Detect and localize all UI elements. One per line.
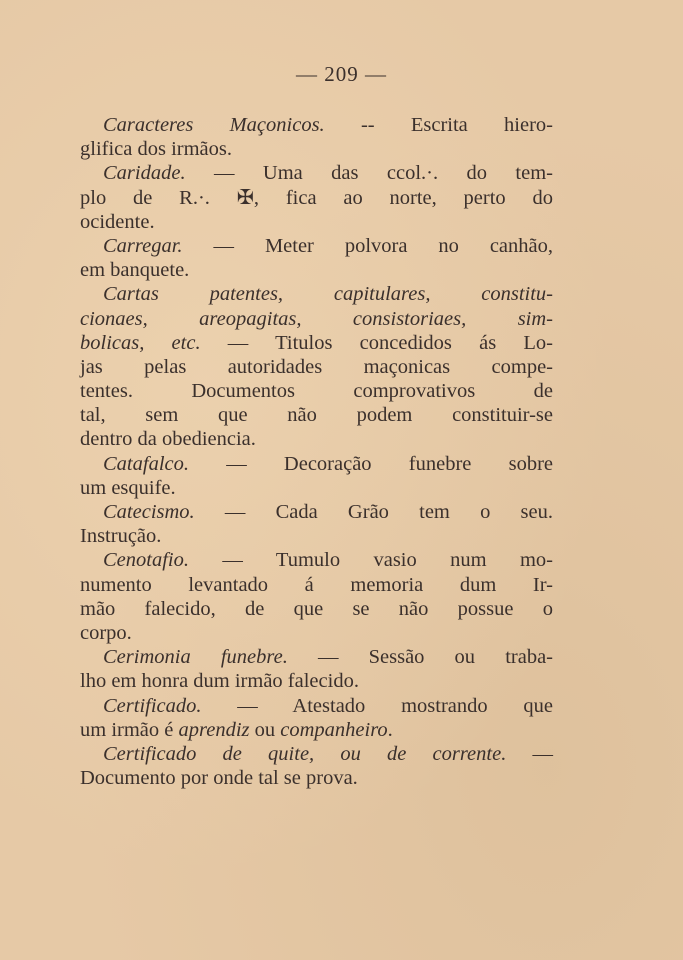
text-run: Documento por onde tal se prova. (80, 767, 358, 790)
text-run: — Tumulo vasio num mo- (188, 549, 553, 572)
text-run: — Decoração funebre sobre (188, 452, 553, 475)
text-line (80, 258, 553, 282)
entry-term-italic: Certificado. (103, 694, 202, 717)
text-run: dentro da obediencia. (80, 428, 256, 451)
text-run: . (387, 718, 393, 741)
text-run: corpo. (80, 621, 132, 644)
text-line (80, 403, 553, 427)
text-run: ou (249, 718, 281, 741)
entry-term-italic: Certificado de quite, ou de corrente. (103, 742, 507, 765)
entry-term-italic: Catafalco. (103, 452, 189, 475)
text-run: plo de R.·. ✠, fica ao norte, perto do (80, 186, 553, 209)
text-run: tal, sem que não podem constituir-se (80, 404, 553, 427)
entry-term-italic: Carregar. (103, 234, 183, 257)
page-body-text (80, 113, 553, 790)
text-line (80, 645, 553, 669)
text-run: mão falecido, de que se não possue o (80, 597, 553, 620)
text-line (80, 161, 553, 185)
text-run: numento levantado á memoria dum Ir- (80, 573, 553, 596)
text-run: — Atestado mostrando que (201, 694, 553, 717)
text-line (80, 452, 553, 476)
entry-term-italic: Caracteres Maçonicos. (103, 114, 325, 136)
text-run: — Titulos concedidos ás Lo- (200, 331, 553, 354)
text-line (80, 427, 553, 451)
text-line (80, 500, 553, 524)
text-line (80, 186, 553, 210)
entry-term-italic: Cartas patentes, capitulares, constitu- (103, 283, 553, 306)
entry-term-italic: Catecismo. (103, 501, 195, 523)
entry-term-italic: bolicas, etc. (80, 331, 201, 354)
text-run: — Cada Grão tem o seu. (194, 501, 553, 523)
text-run: — Meter polvora no canhão, (182, 234, 553, 257)
entry-term-italic: cionaes, areopagitas, consistoriaes, sim- (80, 307, 553, 330)
text-run: jas pelas autoridades maçonicas compe- (80, 355, 553, 378)
entry-term-italic: Cenotafio. (103, 549, 189, 572)
text-line (80, 282, 553, 306)
text-run: um irmão é (80, 718, 179, 741)
text-line (80, 669, 553, 693)
text-run: ocidente. (80, 210, 155, 233)
text-line (80, 234, 553, 258)
text-line (80, 548, 553, 572)
text-run: -- Escrita hiero- (324, 114, 553, 136)
text-line (80, 597, 553, 621)
page-number: — 209 — (296, 62, 387, 86)
text-run: — Uma das ccol.·. do tem- (185, 162, 553, 185)
text-line (80, 524, 553, 548)
text-run: — (506, 742, 553, 765)
text-line (80, 766, 553, 790)
text-run: — Sessão ou traba- (287, 646, 553, 669)
entry-term-italic: aprendiz (178, 718, 250, 741)
text-line (80, 379, 553, 403)
text-line (80, 742, 553, 766)
text-line (80, 573, 553, 597)
text-line (80, 718, 553, 742)
text-line (80, 307, 553, 331)
text-line (80, 331, 553, 355)
text-run: tentes. Documentos comprovativos de (80, 380, 553, 403)
text-line (80, 621, 553, 645)
entry-term-italic: Caridade. (103, 162, 186, 185)
text-line (80, 355, 553, 379)
text-line (80, 113, 553, 137)
text-run: um esquife. (80, 476, 176, 499)
text-run: em banquete. (80, 259, 190, 282)
text-run: lho em honra dum irmão falecido. (80, 670, 359, 693)
text-line (80, 476, 553, 500)
text-line (80, 137, 553, 161)
entry-term-italic: Cerimonia funebre. (103, 646, 288, 669)
entry-term-italic: companheiro (280, 718, 388, 741)
text-line (80, 694, 553, 718)
text-run: glifica dos irmãos. (80, 138, 233, 161)
text-run: Instrução. (80, 525, 162, 548)
text-line (80, 210, 553, 234)
